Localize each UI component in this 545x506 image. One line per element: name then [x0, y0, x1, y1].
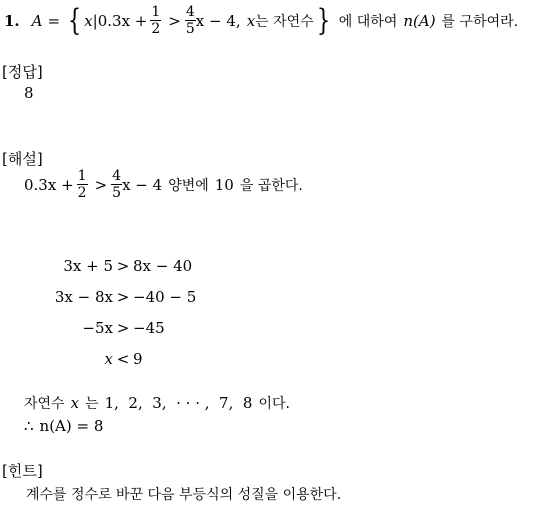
equals-sign: =	[47, 11, 61, 30]
step-rhs: 9	[133, 349, 143, 368]
set-variable: x	[84, 11, 93, 30]
prompt-text-2: 를 구하여라.	[441, 13, 519, 30]
cardinality-expression: n(A)	[403, 11, 436, 30]
step-op: >	[116, 256, 130, 275]
hint-text: 계수를 정수로 바꾼 다음 부등식의 성질을 이용한다.	[26, 487, 342, 503]
hint-header: [힌트]	[2, 462, 43, 480]
fraction-numerator: 4	[112, 168, 122, 184]
step-row	[30, 281, 196, 312]
solution-steps	[30, 250, 196, 374]
step-op: >	[116, 318, 130, 337]
final-answer: n(A) = 8	[39, 417, 104, 435]
step-row	[30, 312, 196, 343]
fraction-four-fifths	[111, 168, 122, 201]
solution-text-b: 을 곱한다.	[239, 177, 303, 194]
solution-rhs: x − 4	[122, 175, 163, 194]
set-name: A	[31, 11, 43, 30]
step-op: <	[116, 349, 130, 368]
nat-text-b: 는	[85, 396, 99, 412]
answer-value: 8	[24, 84, 34, 102]
greater-than: >	[168, 11, 181, 30]
fraction-denominator: 5	[185, 21, 195, 37]
fraction-denominator: 5	[112, 185, 122, 201]
step-lhs: 3x + 5	[63, 256, 113, 275]
solution-line-1	[24, 168, 303, 201]
left-brace: {	[67, 2, 82, 38]
fraction-numerator: 1	[77, 168, 87, 184]
answer-header: [정답]	[2, 63, 43, 81]
step-lhs: −5x	[82, 318, 113, 337]
step-row	[30, 343, 196, 374]
fraction-one-half	[150, 4, 161, 37]
condition-text: 는 자연수	[255, 13, 314, 30]
solution-multiplier: 10	[214, 175, 234, 194]
fraction-four-fifths	[185, 4, 196, 37]
prompt-text-1: 에 대하여	[338, 13, 398, 30]
fraction-denominator: 2	[77, 185, 87, 201]
nat-text-c: 이다.	[258, 396, 290, 412]
step-rhs: −40 − 5	[133, 287, 197, 306]
natural-numbers-line	[24, 393, 290, 413]
fraction-numerator: 1	[151, 4, 161, 20]
fraction-numerator: 4	[185, 4, 195, 20]
greater-than: >	[94, 175, 108, 194]
inequality-lhs: 0.3x +	[97, 11, 148, 30]
nat-variable: x	[70, 394, 80, 412]
fraction-denominator: 2	[151, 21, 161, 37]
problem-statement	[4, 4, 518, 37]
solution-lhs: 0.3x +	[24, 175, 74, 194]
step-rhs: −45	[133, 318, 165, 337]
inequality-rhs: x − 4,	[195, 11, 241, 30]
step-lhs: 3x − 8x	[54, 287, 113, 306]
set-bar: |	[92, 11, 98, 30]
step-rhs: 8x − 40	[133, 256, 193, 275]
condition-variable: x	[246, 11, 256, 30]
fraction-one-half	[77, 168, 88, 201]
solution-text-a: 양변에	[168, 177, 209, 194]
therefore-symbol: ∴	[24, 417, 34, 435]
solution-header: [해설]	[2, 150, 43, 168]
right-brace: }	[316, 2, 330, 38]
problem-number: 1.	[4, 11, 20, 30]
nat-values: 1, 2, 3, · · · , 7, 8	[104, 394, 253, 412]
step-lhs: x	[104, 349, 113, 368]
therefore-line	[24, 417, 103, 435]
nat-text-a: 자연수	[24, 396, 65, 412]
step-row	[30, 250, 196, 281]
step-op: >	[116, 287, 130, 306]
